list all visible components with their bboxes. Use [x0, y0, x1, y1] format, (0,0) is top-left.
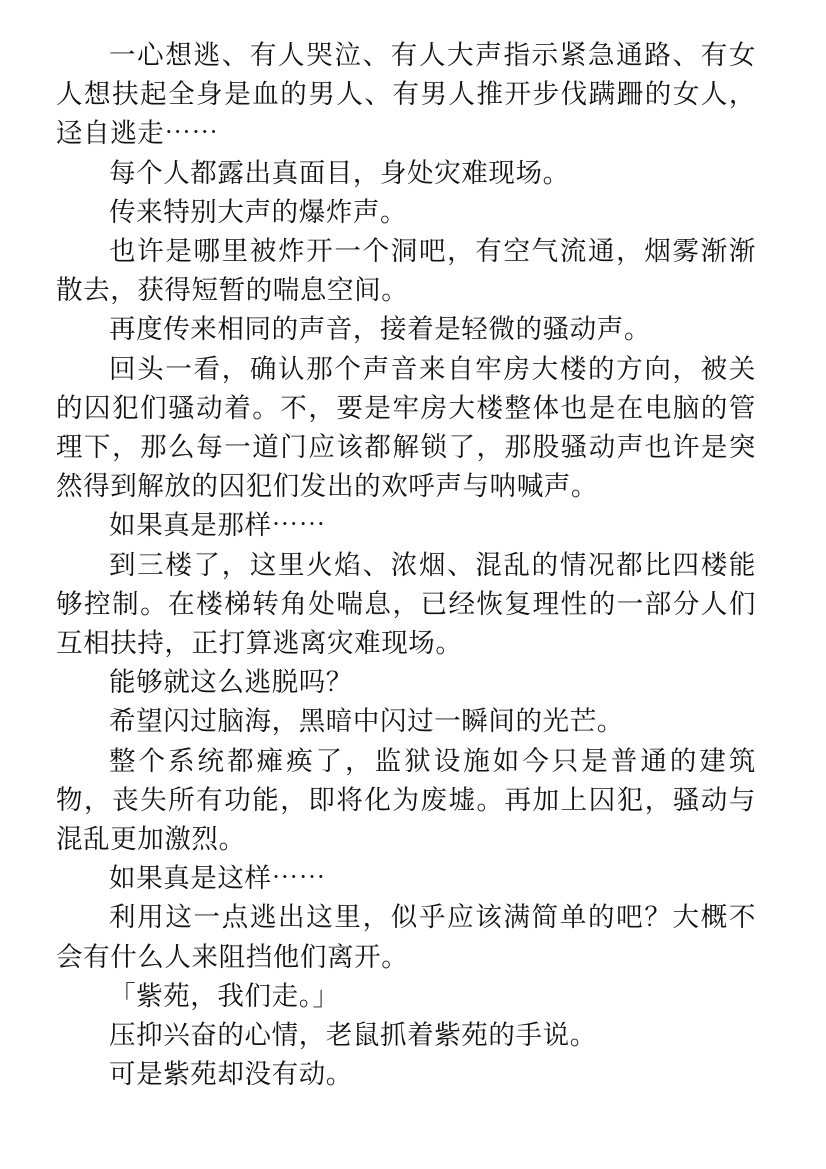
paragraph: 希望闪过脑海，黑暗中闪过一瞬间的光芒。: [109, 706, 624, 738]
paragraph: 到三楼了，这里火焰、浓烟、混乱的情况都比四楼能够控制。在楼梯转角处喘息，已经恢复理性的一部分人们互相扶持，正打算逃离灾难现场。: [56, 549, 756, 660]
paragraph: 传来特别大声的爆炸声。: [109, 196, 408, 228]
paragraph: 整个系统都瘫痪了，监狱设施如今只是普通的建筑物，丧失所有功能，即将化为废墟。再加上囚犯，骚动与混乱更加激烈。: [56, 745, 756, 856]
paragraph: 利用这一点逃出这里，似乎应该满简单的吧？大概不会有什么人来阻挡他们离开。: [56, 902, 756, 973]
paragraph: 能够就这么逃脱吗？: [109, 667, 353, 699]
paragraph: 可是紫苑却没有动。: [109, 1059, 353, 1091]
paragraph: 也许是哪里被炸开一个洞吧，有空气流通，烟雾渐渐散去，获得短暂的喘息空间。: [56, 236, 756, 307]
paragraph: 压抑兴奋的心情，老鼠抓着紫苑的手说。: [109, 1020, 597, 1052]
paragraph: 「紫苑，我们走。」: [109, 980, 340, 1012]
paragraph: 如果真是那样⋯⋯: [109, 510, 326, 542]
paragraph: 再度传来相同的声音，接着是轻微的骚动声。: [109, 314, 651, 346]
paragraph: 回头一看，确认那个声音来自牢房大楼的方向，被关的囚犯们骚动着。不，要是牢房大楼整体也是在电脑的管理下，那么每一道门应该都解锁了，那股骚动声也许是突然得到解放的囚犯们发出的欢呼声与呐喊声。: [56, 353, 756, 503]
paragraph: 如果真是这样⋯⋯: [109, 863, 326, 895]
paragraph: 一心想逃、有人哭泣、有人大声指示紧急通路、有女人想扶起全身是血的男人、有男人推开步伐蹒跚的女人，迳自逃走⋯⋯: [56, 40, 756, 150]
document-page: [56, 36, 756, 1094]
paragraph: 每个人都露出真面目，身处灾难现场。: [109, 157, 570, 189]
